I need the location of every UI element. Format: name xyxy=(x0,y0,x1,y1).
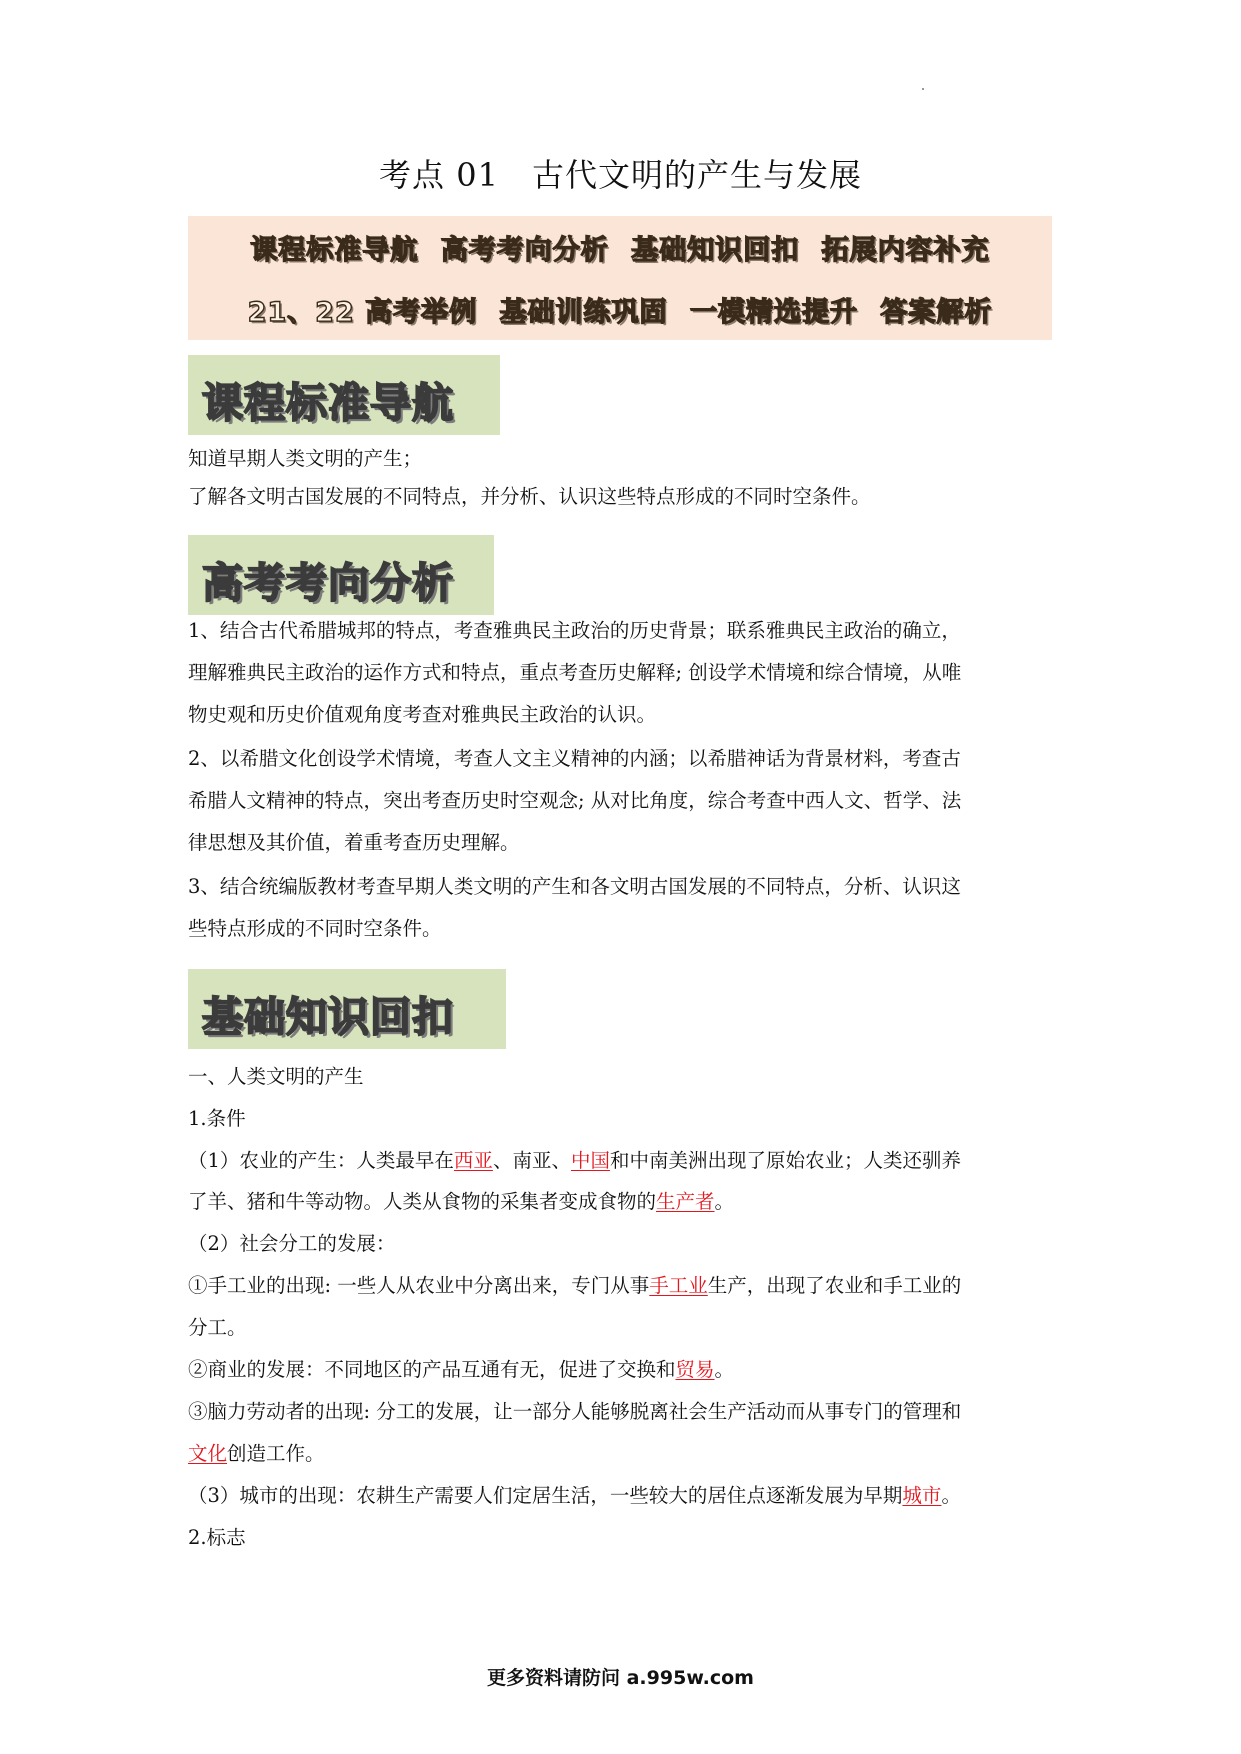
text-line xyxy=(188,445,1058,473)
text-segment: （1）农业的产生：人类最早在 xyxy=(188,1149,454,1172)
text-line xyxy=(188,873,1058,901)
section-banner-label: 高考考向分析 xyxy=(202,559,454,607)
text-segment: 2.标志 xyxy=(188,1526,246,1549)
text-segment: 些特点形成的不同时空条件。 xyxy=(188,917,442,940)
text-line xyxy=(188,1524,1058,1552)
section-banner-analysis xyxy=(188,535,494,615)
text-line xyxy=(188,1398,1058,1426)
text-line xyxy=(188,829,1058,857)
text-segment: （2）社会分工的发展： xyxy=(188,1232,396,1255)
text-line xyxy=(188,745,1058,773)
text-segment: 创造工作。 xyxy=(227,1442,325,1465)
text-line xyxy=(188,1147,1058,1175)
section-nav-row-1 xyxy=(188,228,1052,267)
nav-item[interactable]: 21、22 高考举例 xyxy=(247,297,478,328)
text-segment: 生产，出现了农业和手工业的 xyxy=(707,1274,962,1297)
text-segment: 。 xyxy=(941,1484,961,1507)
text-line xyxy=(188,1105,1058,1133)
text-line xyxy=(188,1314,1058,1342)
nav-item[interactable]: 拓展内容补充 xyxy=(821,235,990,266)
text-segment: （3）城市的出现：农耕生产需要人们定居生活，一些较大的居住点逐渐发展为早期 xyxy=(188,1484,903,1507)
text-segment: 。 xyxy=(714,1190,735,1213)
text-segment: 3、结合统编版教材考查早期人类文明的产生和各文明古国发展的不同特点，分析、认识这 xyxy=(188,875,961,898)
text-line xyxy=(188,617,1058,645)
nav-item[interactable]: 基础知识回扣 xyxy=(631,235,800,266)
footer-watermark: 更多资料请防问 a.995w.com xyxy=(487,1667,754,1689)
page-title: 考点 01 古代文明的产生与发展 xyxy=(379,156,862,194)
nav-item[interactable]: 答案解析 xyxy=(880,297,993,328)
text-segment: 和中南美洲出现了原始农业；人类还驯养 xyxy=(609,1149,961,1172)
text-segment: 知道早期人类文明的产生； xyxy=(188,447,423,470)
text-segment: ②商业的发展：不同地区的产品互通有无，促进了交换和 xyxy=(188,1358,676,1381)
text-line xyxy=(188,1440,1058,1468)
nav-item[interactable]: 基础训练巩固 xyxy=(499,297,668,328)
text-line xyxy=(188,787,1058,815)
text-segment: 了解各文明古国发展的不同特点，并分析、认识这些特点形成的不同时空条件。 xyxy=(188,485,871,508)
text-line xyxy=(188,1272,1058,1300)
text-segment: 1.条件 xyxy=(188,1107,246,1130)
text-segment: 理解雅典民主政治的运作方式和特点，重点考查历史解释; 创设学术情境和综合情境，从唯 xyxy=(188,661,962,684)
text-segment: 1、结合古代希腊城邦的特点，考查雅典民主政治的历史背景；联系雅典民主政治的确立， xyxy=(188,619,961,642)
text-line xyxy=(188,1482,1058,1510)
text-segment: 分工。 xyxy=(188,1316,247,1339)
text-segment: 物史观和历史价值观角度考查对雅典民主政治的认识。 xyxy=(188,703,657,726)
text-segment: 希腊人文精神的特点，突出考查历史时空观念; 从对比角度，综合考查中西人文、哲学、法 xyxy=(188,789,962,812)
text-line xyxy=(188,483,1058,511)
text-segment: 。 xyxy=(714,1358,735,1381)
section-banner-standard xyxy=(188,355,500,435)
nav-item[interactable]: 课程标准导航 xyxy=(250,235,419,266)
highlighted-term: 手工业 xyxy=(649,1274,708,1297)
highlighted-term: 生产者 xyxy=(656,1190,715,1213)
scan-dot xyxy=(922,88,924,90)
highlighted-term: 城市 xyxy=(902,1484,942,1507)
highlighted-term: 中国 xyxy=(570,1149,610,1172)
text-line xyxy=(188,701,1058,729)
text-segment: ③脑力劳动者的出现: 分工的发展，让一部分人能够脱离社会生产活动而从事专门的管理和 xyxy=(188,1400,962,1423)
text-line xyxy=(188,659,1058,687)
highlighted-term: 西亚 xyxy=(453,1149,493,1172)
nav-item[interactable]: 一模精选提升 xyxy=(689,297,858,328)
text-line xyxy=(188,1230,1058,1258)
section-nav-row-2 xyxy=(188,290,1052,329)
text-line xyxy=(188,915,1058,943)
text-line xyxy=(188,1356,1058,1384)
text-line xyxy=(188,1188,1058,1216)
section-banner-label: 课程标准导航 xyxy=(202,379,454,427)
section-banner-basics xyxy=(188,969,506,1049)
text-line xyxy=(188,1063,1058,1091)
section-nav-box xyxy=(188,216,1052,340)
highlighted-term: 文化 xyxy=(188,1442,228,1465)
text-segment: 、南亚、 xyxy=(492,1149,571,1172)
highlighted-term: 贸易 xyxy=(675,1358,715,1381)
text-segment: 一、人类文明的产生 xyxy=(188,1065,364,1088)
nav-item[interactable]: 高考考向分析 xyxy=(440,235,609,266)
text-segment: ①手工业的出现: 一些人从农业中分离出来，专门从事 xyxy=(188,1274,650,1297)
text-segment: 2、以希腊文化创设学术情境，考查人文主义精神的内涵；以希腊神话为背景材料，考查古 xyxy=(188,747,961,770)
section-banner-label: 基础知识回扣 xyxy=(202,993,454,1041)
text-segment: 律思想及其价值，着重考查历史理解。 xyxy=(188,831,520,854)
text-segment: 了羊、猪和牛等动物。人类从食物的采集者变成食物的 xyxy=(188,1190,657,1213)
